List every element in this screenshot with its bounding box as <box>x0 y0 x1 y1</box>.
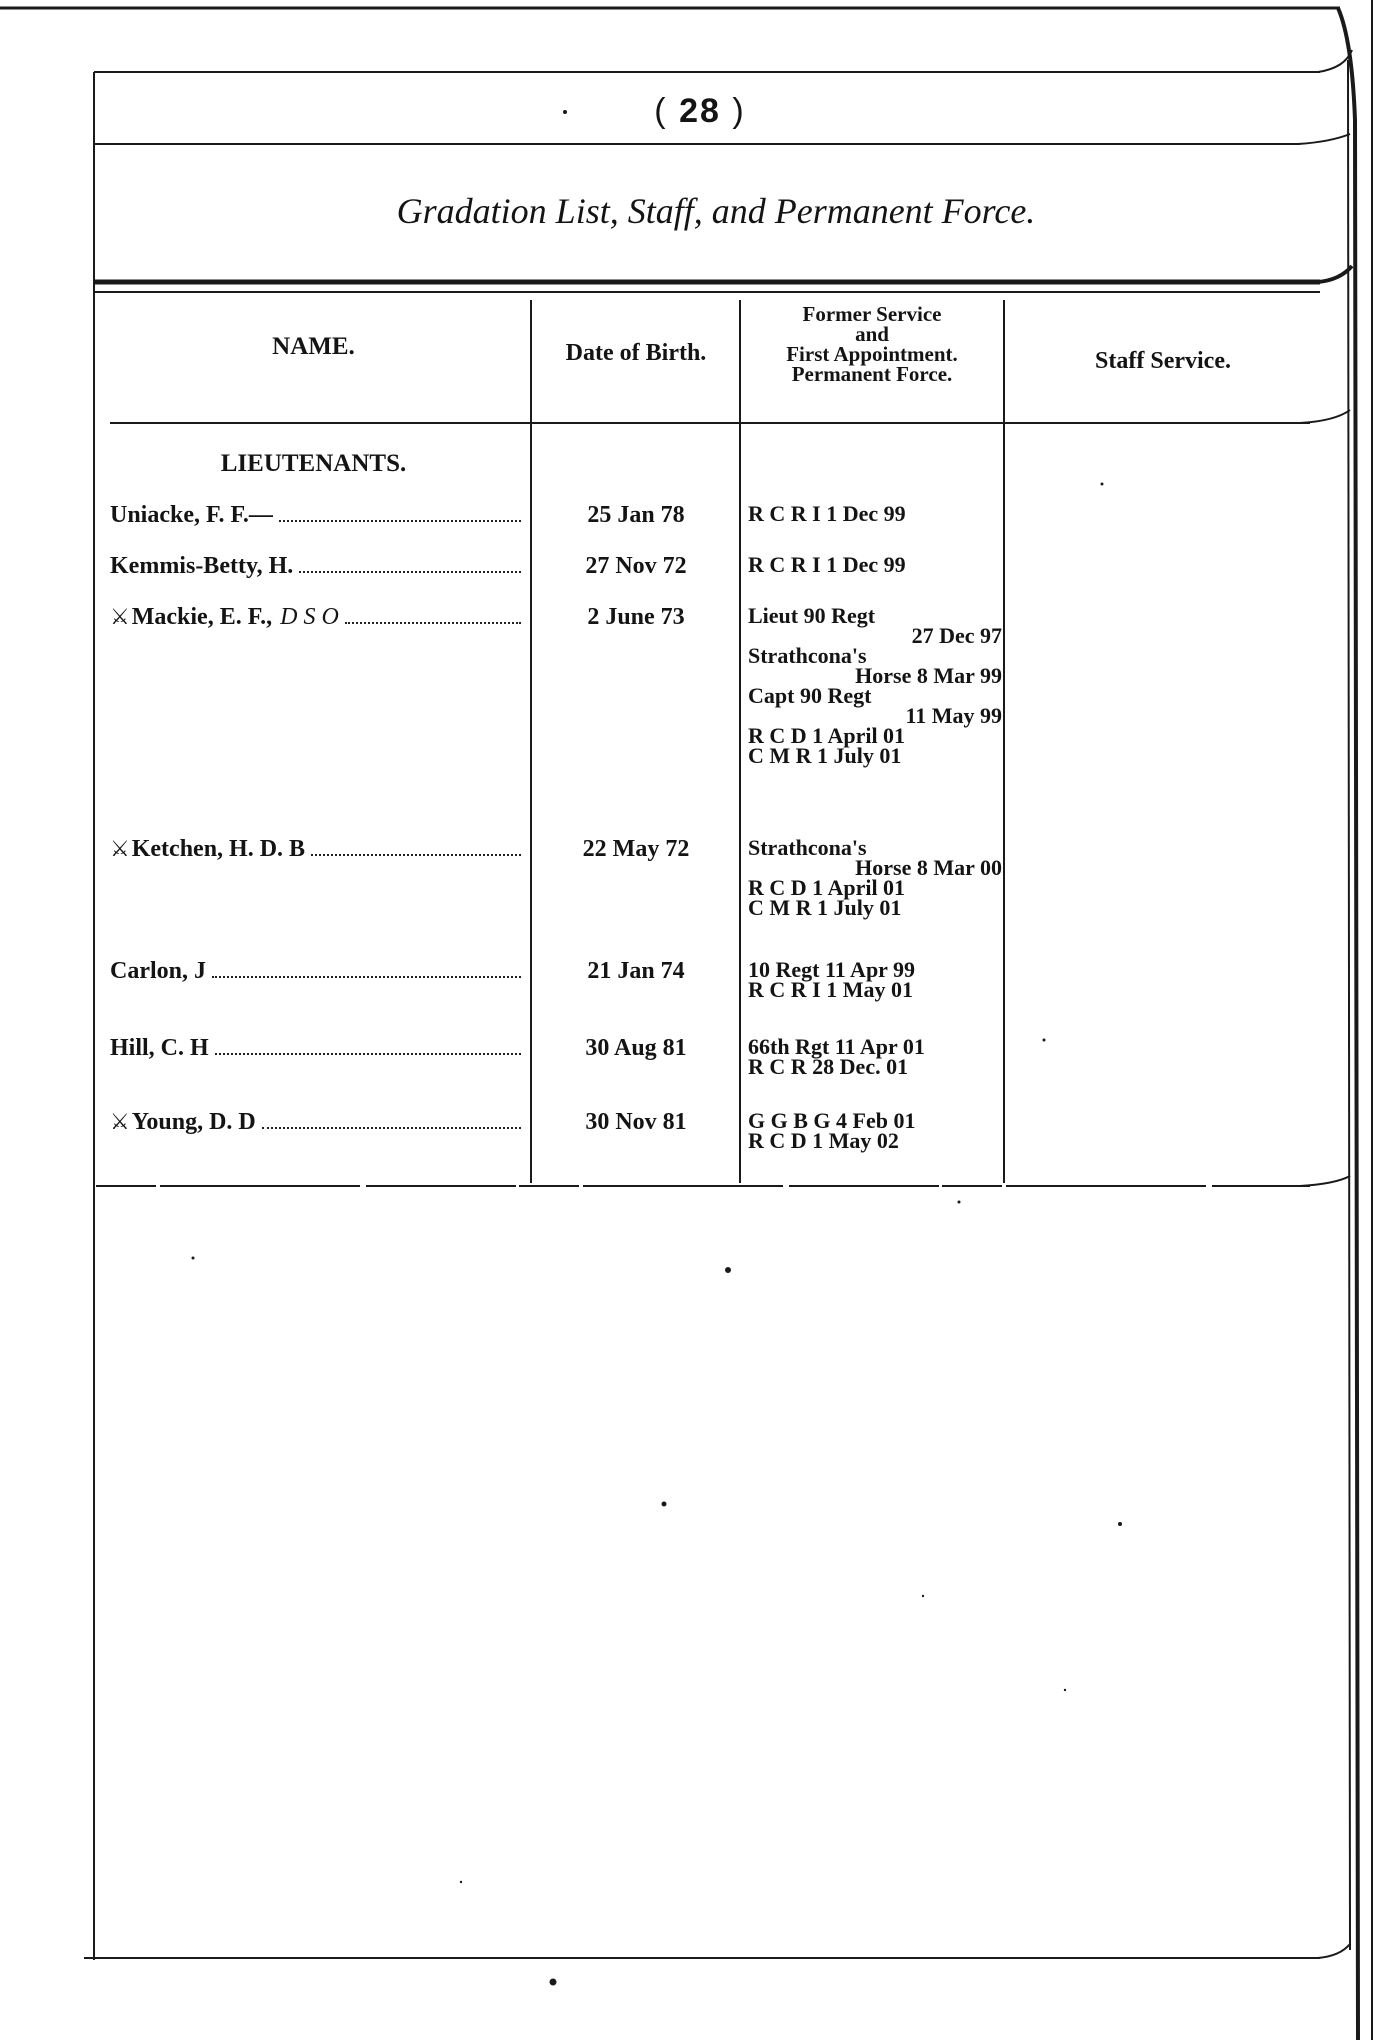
former-service-line: Capt 90 Regt <box>748 683 872 708</box>
former-service-cell <box>748 603 1004 768</box>
column-header-former-service <box>741 304 1003 384</box>
page-number-value: 28 <box>679 92 721 130</box>
date-of-birth-cell: 2 June 73 <box>587 604 685 630</box>
page-number-open: ( <box>654 92 668 130</box>
scan-speck <box>958 1201 961 1204</box>
dot-leader <box>345 622 521 624</box>
former-service-line: R C D 1 April 01 <box>748 875 906 900</box>
former-service-cell <box>748 1034 1004 1079</box>
former-service-line: R C R I 1 May 01 <box>748 977 913 1002</box>
document-title: Gradation List, Staff, and Permanent Force. <box>396 191 1036 231</box>
former-service-line: Strathcona's <box>748 643 867 668</box>
date-of-birth-cell: 25 Jan 78 <box>587 502 685 528</box>
former-service-line: Lieut 90 Regt <box>748 603 876 628</box>
scan-speck <box>1101 483 1104 486</box>
former-service-line: R C R I 1 Dec 99 <box>748 552 906 577</box>
name-cell <box>110 604 525 631</box>
date-of-birth-cell: 22 May 72 <box>582 836 690 862</box>
date-of-birth-cell: 30 Nov 81 <box>585 1109 687 1135</box>
crossed-swords-icon: ⚔ <box>110 1109 130 1134</box>
former-service-line: R C D 1 April 01 <box>748 723 906 748</box>
dot-leader <box>311 854 521 856</box>
date-of-birth-cell: 21 Jan 74 <box>587 958 685 984</box>
former-service-line: C M R 1 July 01 <box>748 743 902 768</box>
former-service-line: 27 Dec 97 <box>911 623 1002 648</box>
scan-speck <box>1043 1039 1046 1042</box>
column-header-date-of-birth: Date of Birth. <box>565 340 707 366</box>
former-service-cell <box>748 957 1004 1002</box>
dot-leader <box>215 1053 521 1055</box>
section-heading: LIEUTENANTS. <box>220 450 407 477</box>
dot-leader <box>279 520 521 522</box>
scan-speck <box>662 1502 667 1507</box>
former-service-cell <box>748 501 1004 526</box>
former-service-cell <box>748 552 1004 577</box>
scan-speck <box>725 1267 731 1273</box>
dot-leader <box>262 1127 521 1129</box>
former-service-line: 10 Regt 11 Apr 99 <box>748 957 916 982</box>
date-of-birth-cell: 30 Aug 81 <box>585 1035 687 1061</box>
scan-speck <box>1064 1689 1066 1691</box>
former-service-line: R C D 1 May 02 <box>748 1128 899 1153</box>
former-service-cell <box>748 835 1004 920</box>
frame-inner-right-rule <box>1348 60 1350 1950</box>
scan-speck <box>1118 1522 1122 1526</box>
former-service-line: Horse 8 Mar 99 <box>855 663 1002 688</box>
name-cell <box>110 1109 525 1136</box>
former-service-line: R C R I 1 Dec 99 <box>748 501 906 526</box>
former-service-line: R C R 28 Dec. 01 <box>748 1054 909 1079</box>
name-cell <box>110 958 525 985</box>
former-service-line: 66th Rgt 11 Apr 01 <box>748 1034 925 1059</box>
former-service-line: C M R 1 July 01 <box>748 895 902 920</box>
former-service-line: Horse 8 Mar 00 <box>855 855 1002 880</box>
column-header-former-line: and <box>855 322 889 346</box>
former-service-cell <box>748 1108 1004 1153</box>
officer-name: Hill, C. H <box>110 1035 209 1061</box>
column-header-former-line: Former Service <box>802 302 942 326</box>
crossed-swords-icon: ⚔ <box>110 836 130 861</box>
name-cell <box>110 836 525 863</box>
officer-name: Kemmis-Betty, H. <box>110 553 294 579</box>
page-number-close: ) <box>732 92 746 130</box>
column-header-staff-service: Staff Service. <box>1095 348 1231 374</box>
former-service-line: Strathcona's <box>748 835 867 860</box>
officer-name: Ketchen, H. D. B <box>131 836 306 862</box>
dot-leader <box>212 976 521 978</box>
name-cell <box>110 553 525 580</box>
name-cell <box>110 1035 525 1062</box>
dot-leader <box>299 571 521 573</box>
column-header-name: NAME. <box>272 333 355 360</box>
officer-name: Uniacke, F. F.— <box>110 502 273 528</box>
officer-name: Young, D. D <box>131 1109 256 1135</box>
frame-top-curl <box>1318 50 1352 72</box>
scan-speck <box>550 1979 557 1986</box>
scan-speck <box>192 1257 195 1260</box>
officer-name: Mackie, E. F., <box>131 604 273 630</box>
officer-honours: D S O <box>280 604 339 630</box>
scan-speck <box>460 1881 462 1883</box>
page-number <box>560 92 840 131</box>
former-service-line: G G B G 4 Feb 01 <box>748 1108 916 1133</box>
date-of-birth-cell: 27 Nov 72 <box>585 553 687 579</box>
crossed-swords-icon: ⚔ <box>110 604 130 629</box>
scan-speck <box>922 1595 924 1597</box>
name-cell <box>110 502 525 529</box>
column-header-former-line: First Appointment. <box>786 342 958 366</box>
former-service-line: 11 May 99 <box>905 703 1002 728</box>
officer-name: Carlon, J <box>110 958 206 984</box>
column-header-former-line: Permanent Force. <box>791 362 953 386</box>
